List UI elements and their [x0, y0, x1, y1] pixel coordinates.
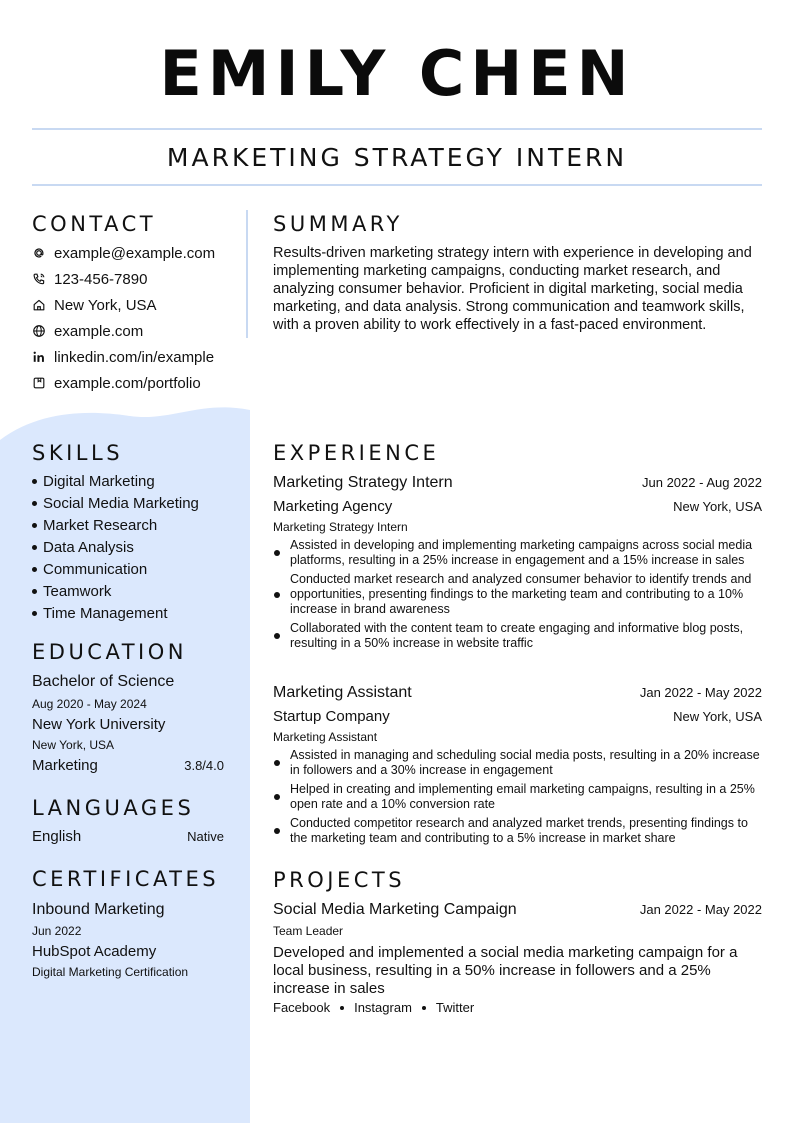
- project-tags: [273, 1000, 474, 1016]
- portfolio-icon: [32, 376, 46, 390]
- contact-email-text: example@example.com: [54, 244, 216, 262]
- job-dates: Jan 2022 - May 2022: [639, 685, 762, 700]
- job-title: Marketing Assistant: [273, 684, 412, 701]
- job-bullet: Helped in creating and implementing email marketing campaigns, resulting in a 25% open rate and a 10% conversion rate: [273, 782, 763, 812]
- skill-item: Digital Marketing: [32, 472, 155, 492]
- certificate-detail: Digital Marketing Certification: [32, 965, 189, 979]
- job-role: Marketing Assistant: [273, 730, 378, 744]
- skill-item: Teamwork: [32, 582, 111, 602]
- contact-website-text: example.com: [54, 322, 144, 340]
- contact-location: [32, 295, 157, 315]
- contact-heading: CONTACT: [32, 212, 157, 236]
- candidate-name: EMILY CHEN: [159, 37, 635, 110]
- contact-portfolio-text: example.com/portfolio: [54, 374, 201, 392]
- certificate-date: Jun 2022: [32, 924, 82, 938]
- contact-linkedin-text: linkedin.com/in/example: [54, 348, 215, 366]
- contact-portfolio[interactable]: [32, 373, 201, 393]
- job-bullets: [273, 538, 763, 655]
- column-divider: [246, 210, 248, 338]
- certificate-issuer: HubSpot Academy: [32, 943, 157, 960]
- project-tag: Instagram: [354, 1000, 412, 1015]
- phone-icon: [32, 272, 46, 286]
- languages-heading: LANGUAGES: [32, 796, 195, 820]
- job-company: Marketing Agency: [273, 498, 393, 515]
- job-bullet: Collaborated with the content team to create engaging and informative blog posts, resulting in a 50% increase in website traffic: [273, 621, 763, 651]
- job-bullet: Assisted in developing and implementing marketing campaigns across social media platforms, resulting in a 25% increase in engagement and a 15% increase in sales: [273, 538, 763, 568]
- skill-item: Time Management: [32, 604, 168, 624]
- header-divider-bottom: [32, 184, 762, 186]
- job-company: Startup Company: [273, 708, 390, 725]
- summary-heading: SUMMARY: [273, 212, 403, 236]
- job-bullets: [273, 748, 763, 850]
- job-bullet: Conducted competitor research and analyzed market trends, presenting findings to the marketing team and contributing to a 5% increase in market share: [273, 816, 763, 846]
- project-description: Developed and implemented a social media marketing campaign for a local business, resulting in a 50% increase in followers and a 25% increase in sales: [273, 944, 738, 997]
- education-field: Marketing: [32, 757, 98, 774]
- skill-item: Social Media Marketing: [32, 494, 199, 514]
- tag-separator: [340, 1006, 344, 1010]
- contact-website[interactable]: [32, 321, 143, 341]
- certificates-heading: CERTIFICATES: [32, 867, 220, 891]
- education-degree: Bachelor of Science: [32, 673, 175, 690]
- experience-heading: EXPERIENCE: [273, 441, 440, 465]
- at-icon: [32, 246, 46, 260]
- job-bullet: Assisted in managing and scheduling social media posts, resulting in a 20% increase in followers and a 30% increase in engagement: [273, 748, 763, 778]
- header-divider-top: [32, 128, 762, 130]
- education-location: New York, USA: [32, 738, 115, 752]
- contact-phone-text: 123-456-7890: [54, 270, 148, 288]
- summary-text: Results-driven marketing strategy intern with experience in developing and implementing marketing campaigns, conducting market research, and analyzing consumer behavior. Proficient in digital marketing, social media marketing, and data analysis. Strong communication and teamwork skills, with a proven ability to work effectively in a fast-paced environment.: [273, 245, 752, 333]
- tag-separator: [422, 1006, 426, 1010]
- certificate-name: Inbound Marketing: [32, 901, 165, 918]
- contact-phone[interactable]: [32, 269, 147, 289]
- language-level: Native: [187, 829, 224, 844]
- project-dates: Jan 2022 - May 2022: [639, 902, 762, 917]
- project-tag: Twitter: [435, 1000, 475, 1015]
- project-role: Team Leader: [273, 924, 344, 938]
- job-title: MARKETING STRATEGY INTERN: [166, 143, 628, 172]
- contact-location-text: New York, USA: [54, 296, 157, 314]
- home-icon: [32, 298, 46, 312]
- job-title: Marketing Strategy Intern: [273, 474, 453, 491]
- job-dates: Jun 2022 - Aug 2022: [642, 475, 762, 490]
- education-heading: EDUCATION: [32, 640, 187, 664]
- education-school: New York University: [32, 716, 166, 733]
- education-dates: Aug 2020 - May 2024: [32, 697, 147, 711]
- project-name: Social Media Marketing Campaign: [273, 901, 517, 918]
- skill-item: Communication: [32, 560, 147, 580]
- job-location: New York, USA: [673, 709, 762, 724]
- project-tag: Facebook: [273, 1000, 331, 1015]
- projects-heading: PROJECTS: [273, 868, 406, 892]
- globe-icon: [32, 324, 46, 338]
- contact-linkedin[interactable]: [32, 347, 214, 367]
- language-name: English: [32, 828, 82, 845]
- skill-item: Market Research: [32, 516, 157, 536]
- linkedin-icon: [32, 350, 46, 364]
- job-location: New York, USA: [673, 499, 762, 514]
- skills-heading: SKILLS: [32, 441, 124, 465]
- job-bullet: Conducted market research and analyzed consumer behavior to identify trends and opportunities, presenting findings to the marketing team and contributing to a 10% increase in brand awareness: [273, 572, 763, 617]
- skill-item: Data Analysis: [32, 538, 134, 558]
- education-gpa: 3.8/4.0: [184, 758, 224, 773]
- job-role: Marketing Strategy Intern: [273, 520, 408, 534]
- contact-email[interactable]: [32, 243, 215, 263]
